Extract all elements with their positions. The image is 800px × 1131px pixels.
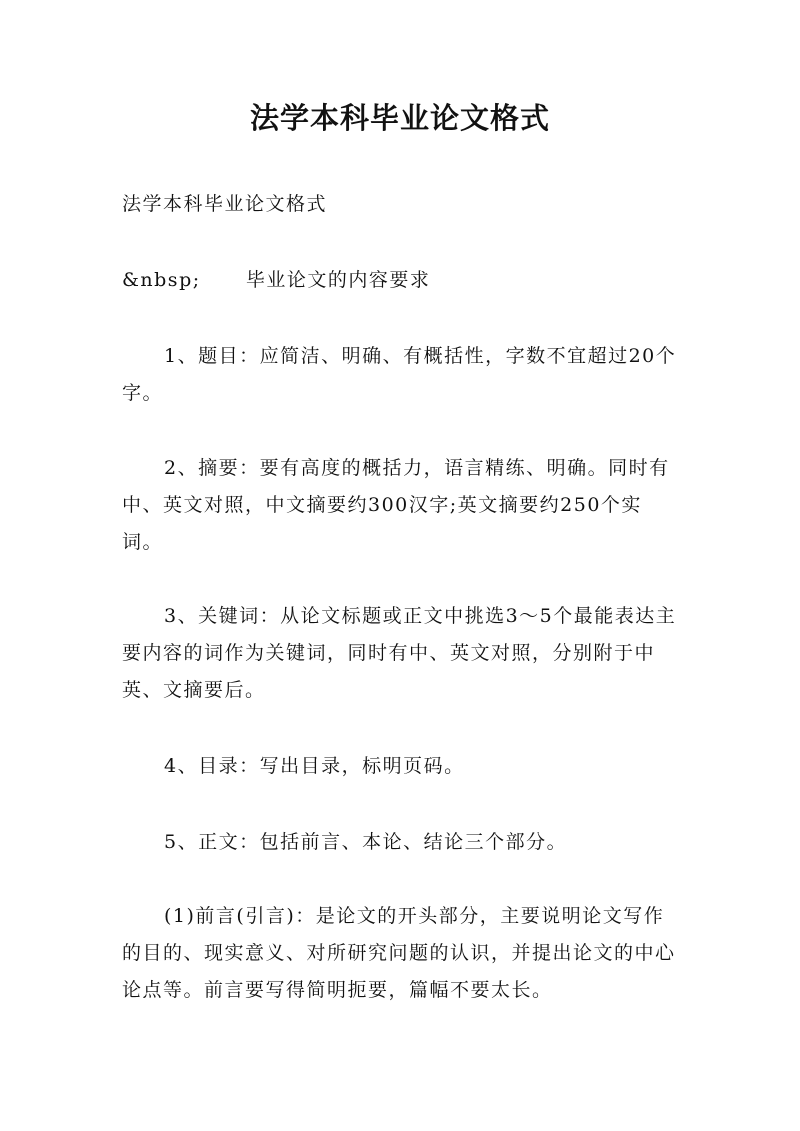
paragraph-item-body: 5、正文：包括前言、本论、结论三个部分。 <box>164 831 568 853</box>
paragraph-item-preface: (1)前言(引言)：是论文的开头部分，主要说明论文写作的目的、现实意义、对所研究问题的认识，并提出论文的中心论点等。前言要写得简明扼要，篇幅不要太长。 <box>122 905 676 1001</box>
paragraph-item-toc: 4、目录：写出目录，标明页码。 <box>164 755 465 777</box>
paragraph-item-title: 1、题目：应简洁、明确、有概括性，字数不宜超过20个字。 <box>122 345 677 404</box>
paragraph-item-keywords: 3、关键词：从论文标题或正文中挑选3～5个最能表达主要内容的词作为关键词，同时有中、英文对照，分别附于中英、文摘要后。 <box>122 605 677 701</box>
paragraph-subtitle: 法学本科毕业论文格式 <box>122 193 328 215</box>
paragraph-section-heading: &nbsp; 毕业论文的内容要求 <box>122 269 431 291</box>
paragraph-item-abstract: 2、摘要：要有高度的概括力，语言精练、明确。同时有中、英文对照，中文摘要约300汉字;英文摘要约250个实词。 <box>122 457 670 553</box>
page-title: 法学本科毕业论文格式 <box>249 101 550 135</box>
